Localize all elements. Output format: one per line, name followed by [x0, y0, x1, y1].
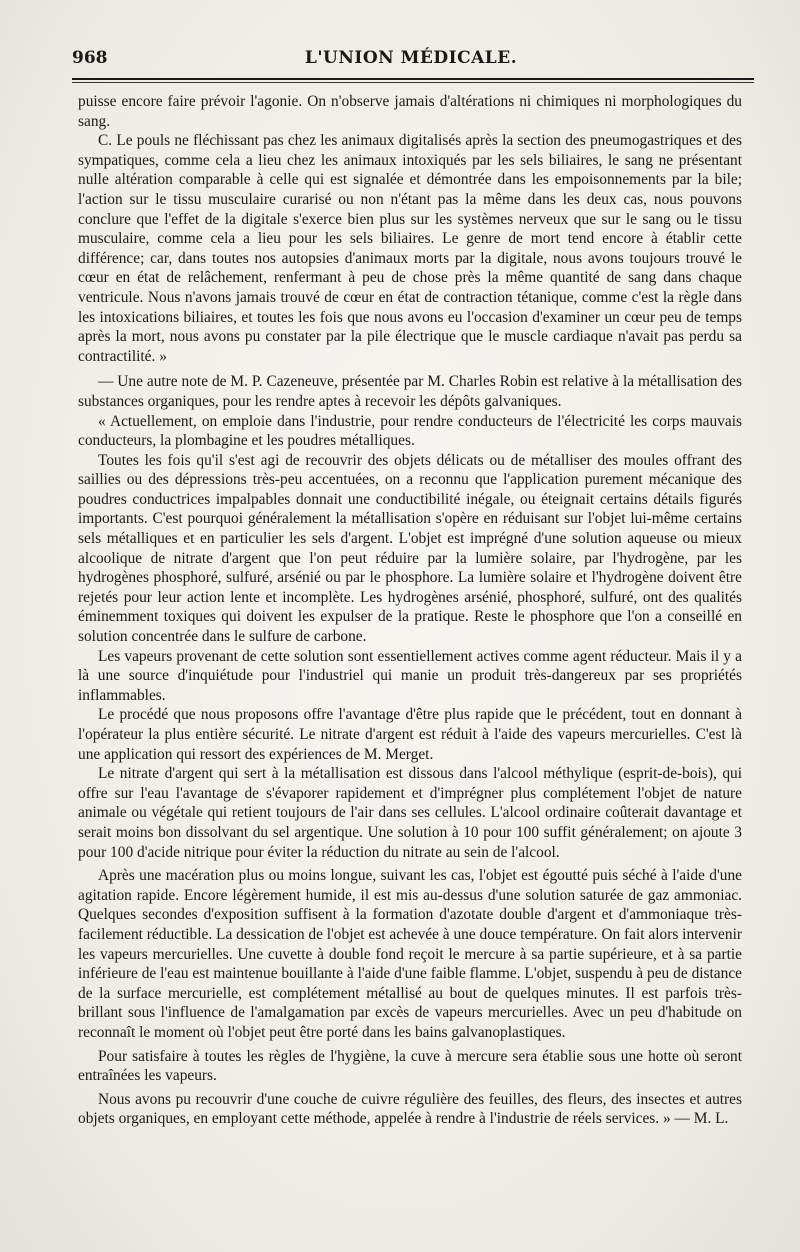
paragraph: Après une macération plus ou moins longue, suivant les cas, l'objet est égoutté puis séché à l'aide d'une agitation rapide. Encore légèrement humide, il est mis au-dessus d'une solution saturée de gaz ammoniac. Quelques secondes d'exposition suffisent à la formation d'azotate double d'argent et d'ammoniaque très-facilement réductible. La dessication de l'objet est achevée à une douce température. On fait alors intervenir les vapeurs mercurielles. Une cuvette à double fond reçoit le mercure à sa partie supérieure, et à sa partie inférieure de l'eau est maintenue bouillante à l'aide d'une faible flamme. L'objet, suspendu à peu de distance de la surface mercurielle, est complétement métallisé au bout de quelques minutes. Il est parfois très-brillant sous l'influence de l'amalgamation par excès de vapeurs mercurielles. Avec un peu d'habitude on reconnaît le moment où l'objet peut être porté dans les bains galvanoplastiques.	[78, 867, 742, 1041]
paragraph-conclusion-c: C. Le pouls ne fléchissant pas chez les animaux digitalisés après la section des pneumogastriques et des sympatiques, comme cela a lieu chez les animaux intoxiqués par les sels biliaires, le sang ne présentant nulle altération comparable à celle qui est signalée et démontrée dans les empoisonnements par la bile; l'action sur le tissu musculaire curarisé ou non n'étant pas la même dans les deux cas, nous pouvons conclure que l'effet de la digitale s'exerce bien plus sur les systèmes nerveux que sur le sang ou le tissu musculaire, comme cela a lieu pour les sels biliaires. Le genre de mort tend encore à établir cette différence; car, dans toutes nos autopsies d'animaux morts par la digitale, nous avons toujours trouvé le cœur en état de relâchement, renfermant à peu de chose près la même quantité de sang dans chaque ventricule. Nous n'avons jamais trouvé de cœur en état de contraction tétanique, comme c'est la règle dans les intoxications biliaires, et toutes les fois que nous avons eu l'occasion d'examiner un cœur peu de temps après la mort, nous avons pu constater par la pile électrique que le muscle cardiaque n'avait pas perdu sa contractilité. »	[78, 132, 742, 365]
paragraph: « Actuellement, on emploie dans l'industrie, pour rendre conducteurs de l'électricité les corps mauvais conducteurs, la plombagine et les poudres métalliques.	[78, 412, 742, 450]
running-title: L'UNION MÉDICALE.	[304, 48, 518, 68]
header-rule	[72, 78, 754, 80]
paragraph: Le procédé que nous proposons offre l'avantage d'être plus rapide que le précédent, tout en donnant à l'opérateur la plus entière sécurité. Le nitrate d'argent est réduit à l'aide des vapeurs mercurielles. C'est là une application qui ressort des expériences de M. Merget.	[78, 706, 742, 763]
header-rule-thin	[72, 82, 754, 83]
paragraph-signature: Nous avons pu recouvrir d'une couche de cuivre régulière des feuilles, des fleurs, des insectes et autres objets organiques, en employant cette méthode, appelée à rendre à l'industrie de réels services. » — M. L.	[78, 1090, 742, 1128]
paragraph: Pour satisfaire à toutes les règles de l'hygiène, la cuve à mercure sera établie sous une hotte où seront entraînées les vapeurs.	[78, 1047, 742, 1085]
paragraph: Les vapeurs provenant de cette solution sont essentiellement actives comme agent réducteur. Mais il y a là une source d'inquiétude pour l'industriel qui manie un produit très-dangereux par ses propriétés inflammables.	[78, 647, 742, 704]
page-header	[70, 48, 752, 74]
paragraph: Le nitrate d'argent qui sert à la métallisation est dissous dans l'alcool méthylique (esprit-de-bois), qui offre sur l'eau l'avantage de s'évaporer rapidement et d'imprégner plus complétement l'objet de nature animale ou végétale qui retient toujours de l'air dans ses cellules. L'alcool ordinaire coûterait davantage et serait moins bon dissolvant du sel argentique. Une solution à 10 pour 100 suffit généralement; on ajoute 3 pour 100 d'acide nitrique pour éviter la réduction du nitrate au sein de l'alcool.	[78, 765, 742, 861]
page-number: 968	[72, 48, 108, 68]
paragraph-note-intro: — Une autre note de M. P. Cazeneuve, présentée par M. Charles Robin est relative à la métallisation des substances organiques, pour les rendre aptes à recevoir les dépôts galvaniques.	[78, 373, 742, 410]
article-body	[78, 92, 742, 1129]
paragraph-continuation: puisse encore faire prévoir l'agonie. On n'observe jamais d'altérations ni chimiques ni morphologiques du sang.	[78, 93, 742, 130]
paragraph: Toutes les fois qu'il s'est agi de recouvrir des objets délicats ou de métalliser des moules offrant des saillies ou des dépressions très-peu accentuées, on a reconnu que l'application purement mécanique des poudres conductrices impalpables donnait une conductibilité inégale, ou éteignait certains détails figurés importants. C'est pourquoi généralement la métallisation s'opère en réduisant sur l'objet lui-même certains sels métalliques et en particulier les sels d'argent. L'objet est imprégné d'une solution aqueuse ou mieux alcoolique de nitrate d'argent que l'on peut réduire par la lumière solaire, par l'hydrogène, par les hydrogènes phosphoré, sulfuré, arsénié ou par le phosphore. La lumière solaire et l'hydrogène doivent être rejetés pour leur action lente et incomplète. Les hydrogènes arsénié, phosphoré, sulfuré, ont des qualités éminemment toxiques qui doivent les expulser de la pratique. Reste le phosphore que l'on a conseillé en solution concentrée dans le sulfure de carbone.	[78, 451, 742, 646]
